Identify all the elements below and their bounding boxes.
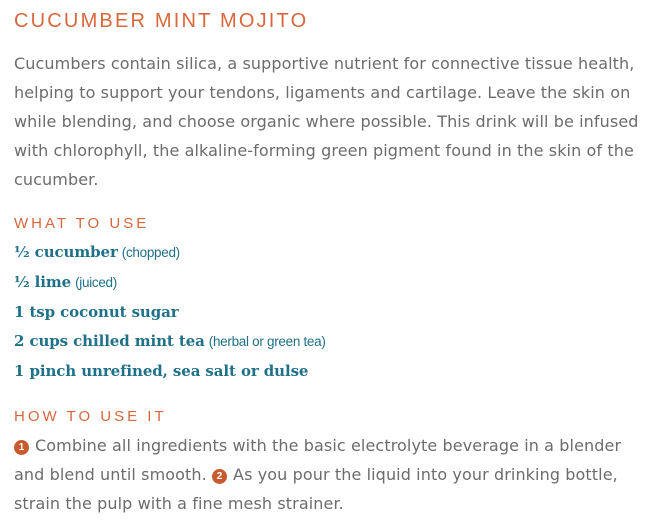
ingredient-item	[14, 298, 639, 328]
ingredient-item	[14, 268, 639, 298]
ingredient-note: (juiced)	[75, 274, 117, 290]
recipe-title: CUCUMBER MINT MOJITO	[14, 10, 309, 32]
instructions-text	[14, 431, 639, 518]
step-2-number-badge: 2	[212, 469, 227, 484]
instructions-heading: HOW TO USE IT	[14, 407, 167, 425]
ingredients-heading: WHAT TO USE	[14, 215, 150, 232]
recipe-description: Cucumbers contain silica, a supportive nutrient for connective tissue health, helping to support your tendons, ligaments and cartilage. Leave the skin on while blending, and choose organic where possible. This drink will be infused with chlorophyll, the alkaline-forming green pigment found in the skin of the cucumber.	[14, 54, 639, 189]
ingredient-item	[14, 327, 639, 357]
ingredient-amount: 1 pinch unrefined, sea salt or dulse	[14, 362, 309, 381]
step-2-text: As you pour the liquid into your drinking bottle, strain the pulp with a fine mesh strainer.	[14, 464, 618, 513]
ingredient-item	[14, 238, 639, 268]
ingredient-amount: 2 cups chilled mint tea	[14, 332, 205, 351]
ingredient-note: (herbal or green tea)	[208, 334, 326, 350]
ingredient-item	[14, 357, 639, 387]
step-1-number-badge: 1	[14, 440, 29, 455]
ingredients-list	[14, 238, 639, 387]
ingredient-amount: ½ cucumber	[14, 243, 118, 261]
ingredient-note: (chopped)	[121, 245, 180, 260]
ingredient-amount: ½ lime	[14, 272, 72, 291]
step-1-text: Combine all ingredients with the basic electrolyte beverage in a blender and blend until smooth.	[14, 435, 622, 484]
ingredient-amount: 1 tsp coconut sugar	[14, 302, 179, 321]
